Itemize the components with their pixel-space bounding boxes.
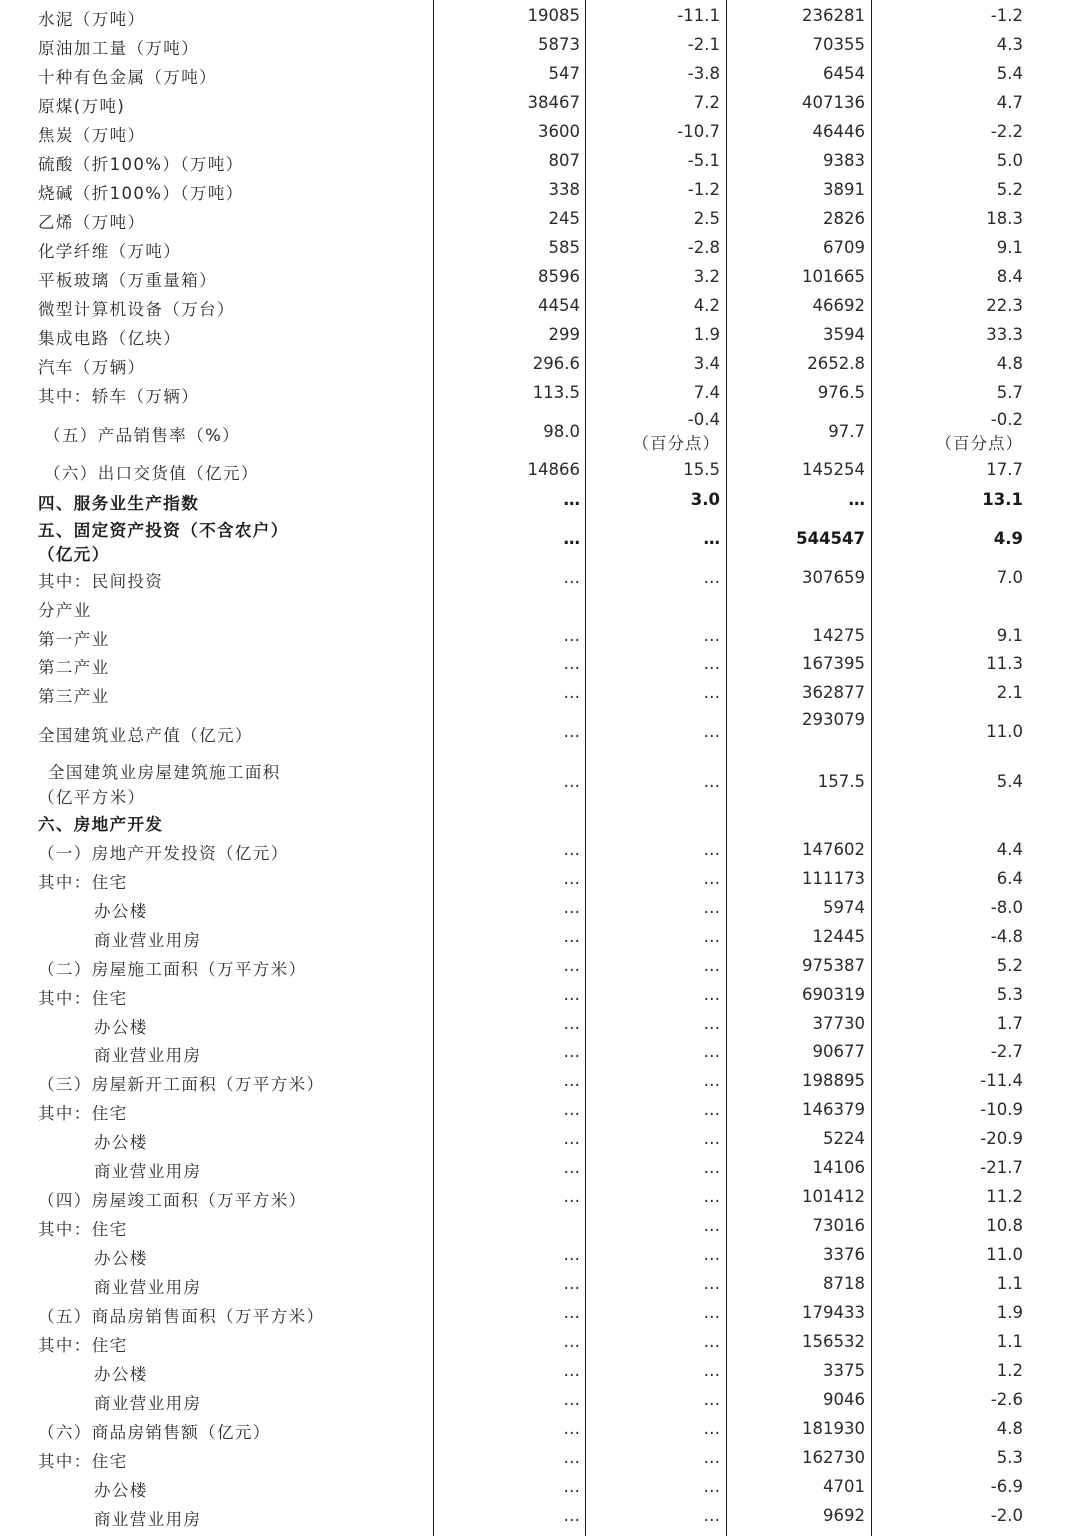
- cell-c2: …: [703, 683, 720, 702]
- cell-c2: …: [703, 1332, 720, 1351]
- cell-c4: [936, 408, 1024, 456]
- cell-c4: -10.9: [980, 1100, 1023, 1119]
- cell-c3: 167395: [802, 654, 865, 673]
- cell-c3: 12445: [812, 927, 865, 946]
- cell-c2: …: [703, 1129, 720, 1148]
- cell-c1: 4454: [538, 296, 580, 315]
- cell-c2: -1.2: [687, 180, 720, 199]
- cell-c3: 4701: [823, 1477, 865, 1496]
- cell-c3: 544547: [796, 529, 865, 548]
- cell-c1: …: [563, 1506, 580, 1525]
- cell-c1: 8596: [538, 267, 580, 286]
- row-label: 其中：住宅: [38, 1220, 128, 1239]
- cell-c1: …: [563, 568, 580, 587]
- cell-c3: 14275: [812, 626, 865, 645]
- cell-c1: …: [563, 898, 580, 917]
- cell-c4: 33.3: [986, 325, 1023, 344]
- cell-c4: 10.8: [986, 1216, 1023, 1235]
- cell-c1: …: [563, 1187, 580, 1206]
- cell-c4: -4.8: [990, 927, 1023, 946]
- cell-c4: 5.3: [996, 985, 1023, 1004]
- cell-c3: 9383: [823, 151, 865, 170]
- cell-c3: 5224: [823, 1129, 865, 1148]
- cell-c1: 296.6: [532, 354, 580, 373]
- cell-c3: 145254: [802, 460, 865, 479]
- cell-c4: 1.9: [996, 1303, 1023, 1322]
- cell-c2: …: [703, 1390, 720, 1409]
- cell-c4: 1.2: [996, 1361, 1023, 1380]
- cell-c3: 293079: [802, 710, 865, 729]
- cell-c1: 113.5: [532, 383, 580, 402]
- cell-c2: …: [703, 529, 720, 548]
- cell-c1: …: [563, 1014, 580, 1033]
- cell-c1: …: [563, 1042, 580, 1061]
- row-label-continued: （亿元）: [38, 545, 110, 564]
- row-label: 其中：住宅: [38, 1104, 128, 1123]
- cell-c1: …: [563, 1477, 580, 1496]
- cell-c4: 4.8: [996, 1419, 1023, 1438]
- cell-c4: 13.1: [982, 490, 1023, 509]
- cell-c1: 19085: [527, 6, 580, 25]
- cell-c3: 236281: [802, 6, 865, 25]
- cell-c2: …: [703, 1158, 720, 1177]
- cell-c4: 5.0: [996, 151, 1023, 170]
- cell-c1: …: [563, 956, 580, 975]
- cell-c1: …: [563, 772, 580, 791]
- cell-c3: 2652.8: [807, 354, 865, 373]
- cell-c4: 5.2: [996, 180, 1023, 199]
- row-label: （五）产品销售率（%）: [44, 426, 241, 445]
- row-label: （六）出口交货值（亿元）: [44, 464, 259, 483]
- cell-c2: …: [703, 840, 720, 859]
- cell-c2: …: [703, 985, 720, 1004]
- cell-c2: 7.4: [693, 383, 720, 402]
- cell-c4: -2.7: [990, 1042, 1023, 1061]
- cell-c3: 3891: [823, 180, 865, 199]
- row-label: 办公楼: [94, 902, 148, 921]
- row-label: （三）房屋新开工面积（万平方米）: [38, 1075, 325, 1094]
- row-label: 水泥（万吨）: [38, 10, 146, 29]
- cell-c2: …: [703, 869, 720, 888]
- cell-c4: 5.4: [996, 64, 1023, 83]
- cell-c4: 6.4: [996, 869, 1023, 888]
- cell-c4: 4.8: [996, 354, 1023, 373]
- cell-c3: 146379: [802, 1100, 865, 1119]
- cell-c2: …: [703, 1014, 720, 1033]
- column-divider: [871, 0, 872, 1536]
- cell-c2: -10.7: [677, 122, 720, 141]
- cell-c2: …: [703, 722, 720, 741]
- row-label: 六、房地产开发: [38, 815, 164, 834]
- row-label: 其中：民间投资: [38, 572, 164, 591]
- cell-c4: 11.2: [986, 1187, 1023, 1206]
- cell-c1: …: [563, 626, 580, 645]
- column-divider: [726, 0, 727, 1536]
- row-label: 商业营业用房: [94, 931, 202, 950]
- row-label: 商业营业用房: [94, 1394, 202, 1413]
- cell-c3: 97.7: [828, 422, 865, 441]
- cell-c1: 338: [548, 180, 580, 199]
- cell-c4: -1.2: [990, 6, 1023, 25]
- cell-c1: …: [563, 1274, 580, 1293]
- cell-c2: -2.8: [687, 238, 720, 257]
- cell-c1: …: [563, 927, 580, 946]
- row-label: （六）商品房销售额（亿元）: [38, 1423, 271, 1442]
- cell-c2: 15.5: [683, 460, 720, 479]
- cell-c2: …: [703, 1042, 720, 1061]
- cell-c1: …: [563, 1100, 580, 1119]
- row-label: 办公楼: [94, 1481, 148, 1500]
- cell-c3: 111173: [802, 869, 865, 888]
- cell-c4: -8.0: [990, 898, 1023, 917]
- row-label: 全国建筑业房屋建筑施工面积: [48, 763, 281, 782]
- cell-c3: 101412: [802, 1187, 865, 1206]
- row-label: 烧碱（折100%）（万吨）: [38, 184, 244, 203]
- cell-c4: 7.0: [996, 568, 1023, 587]
- cell-c1: …: [563, 1332, 580, 1351]
- cell-c2: …: [703, 1361, 720, 1380]
- cell-c4: 1.7: [996, 1014, 1023, 1033]
- row-label: 其中：住宅: [38, 873, 128, 892]
- cell-c3: 8718: [823, 1274, 865, 1293]
- cell-c2: …: [703, 1274, 720, 1293]
- cell-c1: …: [563, 1071, 580, 1090]
- row-label: 集成电路（亿块）: [38, 329, 182, 348]
- row-label: 第一产业: [38, 630, 110, 649]
- cell-c3: 307659: [802, 568, 865, 587]
- row-label: 其中：住宅: [38, 989, 128, 1008]
- cell-c1: 547: [548, 64, 580, 83]
- row-label: 微型计算机设备（万台）: [38, 300, 235, 319]
- row-label: 原煤(万吨): [38, 97, 126, 116]
- cell-c2: [633, 408, 721, 456]
- cell-c3: 90677: [812, 1042, 865, 1061]
- cell-c2: 4.2: [693, 296, 720, 315]
- cell-c2: …: [703, 898, 720, 917]
- cell-c4: 11.0: [986, 1245, 1023, 1264]
- row-label: 办公楼: [94, 1365, 148, 1384]
- cell-c2: …: [703, 1506, 720, 1525]
- cell-c2: -5.1: [687, 151, 720, 170]
- row-label: 化学纤维（万吨）: [38, 242, 182, 261]
- cell-c3: 6454: [823, 64, 865, 83]
- row-label: 全国建筑业总产值（亿元）: [38, 726, 253, 745]
- cell-c3: 181930: [802, 1419, 865, 1438]
- row-label: 其中：轿车（万辆）: [38, 387, 200, 406]
- row-label: 十种有色金属（万吨）: [38, 68, 217, 87]
- cell-c3: 976.5: [817, 383, 865, 402]
- cell-c1: 245: [548, 209, 580, 228]
- cell-c4: 2.1: [996, 683, 1023, 702]
- cell-unit-note: （百分点）: [632, 434, 720, 453]
- cell-c2: …: [703, 927, 720, 946]
- cell-c3: 2826: [823, 209, 865, 228]
- row-label: 办公楼: [94, 1133, 148, 1152]
- cell-c2: -2.1: [687, 35, 720, 54]
- cell-value: -0.2: [990, 410, 1023, 429]
- cell-c1: …: [563, 1390, 580, 1409]
- row-label: （四）房屋竣工面积（万平方米）: [38, 1191, 307, 1210]
- cell-c3: 70355: [812, 35, 865, 54]
- cell-c3: 157.5: [817, 772, 865, 791]
- row-label: 第二产业: [38, 658, 110, 677]
- cell-c3: 156532: [802, 1332, 865, 1351]
- cell-c2: …: [703, 1245, 720, 1264]
- cell-c4: 5.4: [996, 772, 1023, 791]
- row-label: 商业营业用房: [94, 1510, 202, 1529]
- cell-c1: 98.0: [543, 422, 580, 441]
- cell-c3: 37730: [812, 1014, 865, 1033]
- cell-c1: …: [563, 654, 580, 673]
- cell-c1: …: [563, 869, 580, 888]
- cell-c3: 101665: [802, 267, 865, 286]
- cell-c4: 9.1: [996, 626, 1023, 645]
- row-label: 商业营业用房: [94, 1162, 202, 1181]
- cell-c1: 807: [548, 151, 580, 170]
- cell-unit-note: （百分点）: [935, 434, 1023, 453]
- cell-c3: …: [848, 490, 865, 509]
- cell-c2: …: [703, 1216, 720, 1235]
- cell-c3: 46692: [812, 296, 865, 315]
- cell-c3: 9692: [823, 1506, 865, 1525]
- cell-c4: 1.1: [996, 1332, 1023, 1351]
- cell-c3: 14106: [812, 1158, 865, 1177]
- cell-c4: -11.4: [980, 1071, 1023, 1090]
- cell-c3: 147602: [802, 840, 865, 859]
- row-label: 四、服务业生产指数: [38, 494, 200, 513]
- cell-c4: 5.7: [996, 383, 1023, 402]
- row-label: 原油加工量（万吨）: [38, 39, 200, 58]
- cell-value: -0.4: [687, 410, 720, 429]
- cell-c2: …: [703, 1477, 720, 1496]
- row-label: 办公楼: [94, 1249, 148, 1268]
- row-label: 硫酸（折100%）（万吨）: [38, 155, 244, 174]
- cell-c1: 38467: [527, 93, 580, 112]
- cell-c4: 5.2: [996, 956, 1023, 975]
- cell-c1: 14866: [527, 460, 580, 479]
- cell-c2: 3.2: [693, 267, 720, 286]
- cell-c1: 5873: [538, 35, 580, 54]
- cell-c2: …: [703, 654, 720, 673]
- cell-c2: 1.9: [693, 325, 720, 344]
- row-label: 焦炭（万吨）: [38, 126, 146, 145]
- cell-c4: -2.0: [990, 1506, 1023, 1525]
- cell-c2: -11.1: [677, 6, 720, 25]
- cell-c4: 11.0: [986, 722, 1023, 741]
- cell-c3: 3375: [823, 1361, 865, 1380]
- cell-c3: 362877: [802, 683, 865, 702]
- cell-c4: 8.4: [996, 267, 1023, 286]
- cell-c1: …: [563, 1448, 580, 1467]
- row-label: 办公楼: [94, 1018, 148, 1037]
- cell-c4: 22.3: [986, 296, 1023, 315]
- cell-c4: 1.1: [996, 1274, 1023, 1293]
- cell-c1: …: [563, 1158, 580, 1177]
- cell-c2: …: [703, 1448, 720, 1467]
- row-label: 分产业: [38, 601, 92, 620]
- cell-c1: …: [563, 1129, 580, 1148]
- cell-c2: 7.2: [693, 93, 720, 112]
- cell-c4: 4.7: [996, 93, 1023, 112]
- cell-c2: …: [703, 1187, 720, 1206]
- cell-c2: 3.0: [690, 490, 720, 509]
- column-divider: [585, 0, 586, 1536]
- row-label: 商业营业用房: [94, 1278, 202, 1297]
- cell-c2: …: [703, 568, 720, 587]
- cell-c4: 5.3: [996, 1448, 1023, 1467]
- cell-c2: …: [703, 956, 720, 975]
- row-label: 其中：住宅: [38, 1336, 128, 1355]
- cell-c3: 179433: [802, 1303, 865, 1322]
- cell-c1: …: [563, 1303, 580, 1322]
- cell-c2: 3.4: [693, 354, 720, 373]
- cell-c4: 4.3: [996, 35, 1023, 54]
- cell-c3: 73016: [812, 1216, 865, 1235]
- cell-c3: 162730: [802, 1448, 865, 1467]
- cell-c3: 6709: [823, 238, 865, 257]
- cell-c1: …: [563, 1419, 580, 1438]
- cell-c3: 9046: [823, 1390, 865, 1409]
- cell-c4: -21.7: [980, 1158, 1023, 1177]
- cell-c4: 9.1: [996, 238, 1023, 257]
- cell-c1: …: [563, 1361, 580, 1380]
- row-label: 商业营业用房: [94, 1046, 202, 1065]
- cell-c4: -2.6: [990, 1390, 1023, 1409]
- cell-c4: -2.2: [990, 122, 1023, 141]
- row-label: 其中：住宅: [38, 1452, 128, 1471]
- cell-c1: …: [563, 840, 580, 859]
- cell-c3: 198895: [802, 1071, 865, 1090]
- cell-c1: …: [563, 529, 580, 548]
- cell-c2: …: [703, 1100, 720, 1119]
- row-label-continued: （亿平方米）: [38, 788, 146, 807]
- cell-c4: -6.9: [990, 1477, 1023, 1496]
- cell-c2: -3.8: [687, 64, 720, 83]
- cell-c2: …: [703, 1071, 720, 1090]
- cell-c3: 407136: [802, 93, 865, 112]
- cell-c3: 46446: [812, 122, 865, 141]
- row-label: 五、固定资产投资（不含农户）: [38, 521, 289, 540]
- cell-c3: 5974: [823, 898, 865, 917]
- cell-c3: 3594: [823, 325, 865, 344]
- cell-c3: 975387: [802, 956, 865, 975]
- cell-c1: …: [563, 490, 580, 509]
- cell-c4: 4.9: [993, 529, 1023, 548]
- cell-c1: 3600: [538, 122, 580, 141]
- row-label: 平板玻璃（万重量箱）: [38, 271, 217, 290]
- cell-c1: …: [563, 1245, 580, 1264]
- cell-c2: …: [703, 626, 720, 645]
- row-label: 汽车（万辆）: [38, 358, 146, 377]
- cell-c3: 690319: [802, 985, 865, 1004]
- cell-c1: …: [563, 683, 580, 702]
- cell-c2: …: [703, 1303, 720, 1322]
- row-label: （一）房地产开发投资（亿元）: [38, 844, 289, 863]
- row-label: （二）房屋施工面积（万平方米）: [38, 960, 307, 979]
- cell-c4: 11.3: [986, 654, 1023, 673]
- cell-c1: 299: [548, 325, 580, 344]
- cell-c4: 4.4: [996, 840, 1023, 859]
- cell-c2: …: [703, 772, 720, 791]
- row-label: （五）商品房销售面积（万平方米）: [38, 1307, 325, 1326]
- cell-c4: 17.7: [986, 460, 1023, 479]
- cell-c1: …: [563, 985, 580, 1004]
- cell-c4: -20.9: [980, 1129, 1023, 1148]
- row-label: 乙烯（万吨）: [38, 213, 146, 232]
- cell-c1: 585: [548, 238, 580, 257]
- cell-c4: 18.3: [986, 209, 1023, 228]
- cell-c2: 2.5: [693, 209, 720, 228]
- cell-c3: 3376: [823, 1245, 865, 1264]
- cell-c2: …: [703, 1419, 720, 1438]
- row-label: 第三产业: [38, 687, 110, 706]
- cell-c1: …: [563, 722, 580, 741]
